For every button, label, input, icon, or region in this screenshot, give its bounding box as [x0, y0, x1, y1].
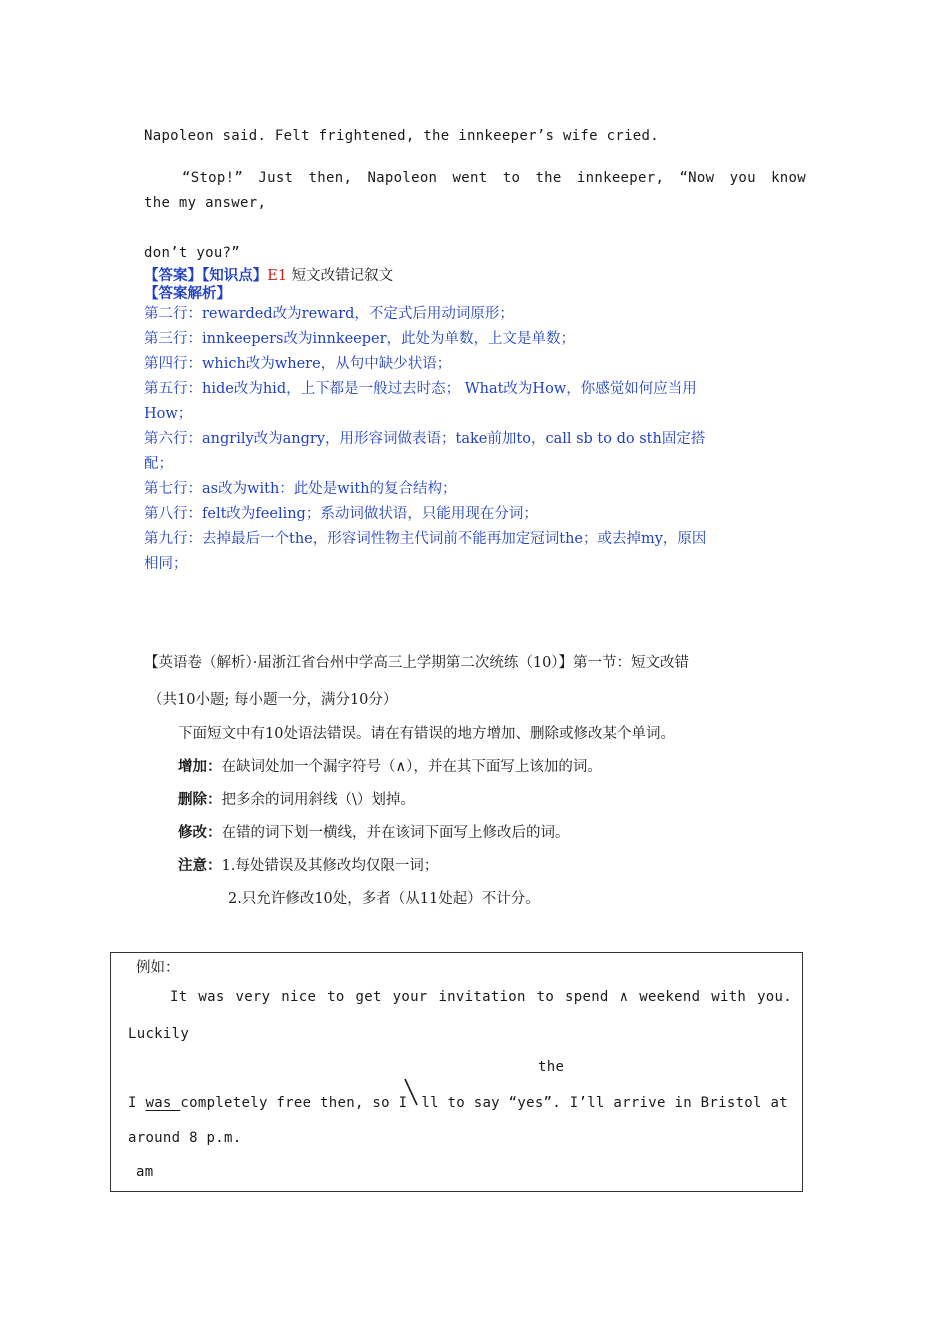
instruction-note-2: 2.只允许修改10处，多者（从11处起）不计分。 [228, 891, 540, 907]
example-line-3-start: I [128, 1095, 146, 1111]
modify-text: 在错的词下划一横线，并在该词下面写上修改后的词。 [221, 825, 570, 841]
example-line-3-end: ll to say “yes”. I’ll arrive in Bristol at [421, 1095, 788, 1111]
answer-line: 第七行：as改为with：此处是with的复合结构； [144, 481, 457, 497]
answer-analysis-label: 【答案解析】 [144, 285, 231, 302]
instruction-add [178, 755, 602, 776]
answer-line: 第九行：去掉最后一个the，形容词性物主代词前不能再加定冠词the；或去掉my，原因 [144, 531, 707, 547]
example-line-3 [128, 1093, 796, 1111]
answer-line: 第五行：hide改为hid，上下都是一般过去时态； What改为How，你感觉如何应当用 [144, 381, 697, 397]
passage-line-2 [144, 170, 806, 186]
answer-line: 第八行：felt改为feeling；系动词做状语，只能用现在分词； [144, 506, 538, 522]
answer-line: 相同； [144, 556, 188, 572]
add-text: 在缺词处加一个漏字符号（∧），并在其下面写上该加的词。 [221, 759, 602, 775]
answer-line: 第四行：which改为where，从句中缺少状语； [144, 356, 452, 372]
answer-label: 【答案】 [144, 267, 202, 284]
answer-line: 配； [144, 456, 173, 472]
instruction-note [178, 854, 438, 875]
note-label: 注意： [178, 857, 222, 874]
knowledge-point-code: E1 [267, 268, 288, 284]
example-line-4: around 8 p.m. [128, 1130, 242, 1146]
example-box [110, 952, 803, 1192]
knowledge-point-text: 短文改错记叙文 [291, 268, 394, 284]
instruction-modify [178, 821, 570, 842]
answer-line: 第二行：rewarded改为reward，不定式后用动词原形； [144, 306, 514, 322]
example-line-2: Luckily [128, 1026, 190, 1042]
passage-line-1: Napoleon said. Felt frightened, the innkeeper’s wife cried. [144, 128, 659, 144]
delete-text: 把多余的词用斜线（\）划掉。 [221, 792, 415, 808]
section-subheading: （共10小题; 每小题一分，满分10分） [148, 692, 398, 708]
modify-label: 修改： [178, 824, 222, 841]
deletion-slash-icon [407, 1093, 421, 1107]
example-line-3-middle: completely free then, so I [180, 1095, 408, 1111]
example-insert-word: the [538, 1059, 565, 1075]
example-line-1-text: It was very nice to get your invitation to spend ∧ weekend with you. [170, 989, 792, 1005]
add-label: 增加： [178, 758, 222, 775]
note-1: 1.每处错误及其修改均仅限一词； [221, 858, 439, 874]
example-line-1 [128, 989, 792, 1005]
instruction-delete [178, 788, 415, 809]
section-intro: 下面短文中有10处语法错误。请在有错误的地方增加、删除或修改某个单词。 [178, 726, 675, 742]
example-underlined-word: was [145, 1095, 181, 1111]
example-label: 例如： [136, 960, 180, 976]
passage-line-3: the my answer, [144, 195, 267, 211]
answer-line: 第六行：angrily改为angry，用形容词做表语；take前加to，call sb to do sth固定搭 [144, 431, 706, 447]
answer-line: How； [144, 406, 193, 422]
knowledge-point-label: 【知识点】 [202, 267, 268, 284]
passage-line-2-text: “Stop!” Just then, Napoleon went to the innkeeper, “Now you know [182, 170, 806, 186]
section-heading: 【英语卷（解析）·届浙江省台州中学高三上学期第二次统练（10）】第一节：短文改错 [144, 655, 690, 671]
example-correction: am [136, 1164, 154, 1180]
passage-line-4: don’t you?” [144, 245, 241, 261]
delete-label: 删除： [178, 791, 222, 808]
answer-line: 第三行：innkeepers改为innkeeper，此处为单数，上文是单数； [144, 331, 576, 347]
